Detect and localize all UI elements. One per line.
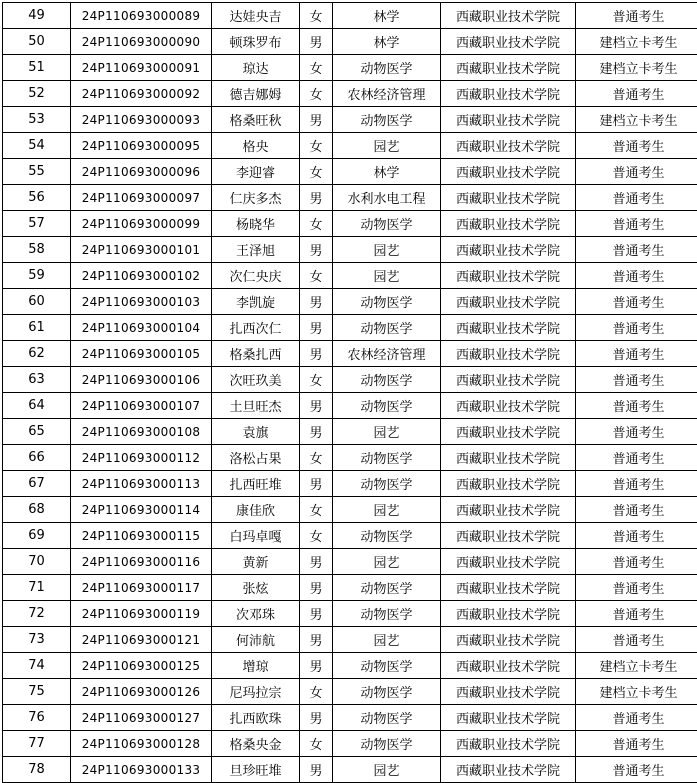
gender-cell: 男 [300, 289, 333, 315]
gender-cell: 男 [300, 315, 333, 341]
school-cell: 西藏职业技术学院 [441, 679, 576, 705]
major-cell: 林学 [333, 3, 441, 29]
row-number-cell: 66 [3, 445, 71, 471]
table-row [3, 471, 697, 497]
candidate-type-cell: 普通考生 [576, 341, 697, 367]
row-number-cell: 67 [3, 471, 71, 497]
major-cell: 动物医学 [333, 367, 441, 393]
school-cell: 西藏职业技术学院 [441, 133, 576, 159]
table-row [3, 627, 697, 653]
student-name-cell: 李迎睿 [212, 159, 300, 185]
major-cell: 动物医学 [333, 653, 441, 679]
row-number-cell: 55 [3, 159, 71, 185]
table-row [3, 393, 697, 419]
school-cell: 西藏职业技术学院 [441, 757, 576, 783]
school-cell: 西藏职业技术学院 [441, 263, 576, 289]
table-row [3, 445, 697, 471]
candidate-type-cell: 建档立卡考生 [576, 29, 697, 55]
gender-cell: 男 [300, 471, 333, 497]
exam-id-cell: 24P110693000092 [71, 81, 212, 107]
major-cell: 动物医学 [333, 705, 441, 731]
exam-id-cell: 24P110693000107 [71, 393, 212, 419]
major-cell: 动物医学 [333, 575, 441, 601]
school-cell: 西藏职业技术学院 [441, 289, 576, 315]
school-cell: 西藏职业技术学院 [441, 419, 576, 445]
table-row [3, 263, 697, 289]
student-name-cell: 德吉娜姆 [212, 81, 300, 107]
major-cell: 动物医学 [333, 445, 441, 471]
candidate-type-cell: 普通考生 [576, 133, 697, 159]
row-number-cell: 78 [3, 757, 71, 783]
student-name-cell: 张炫 [212, 575, 300, 601]
candidate-type-cell: 建档立卡考生 [576, 107, 697, 133]
candidate-type-cell: 建档立卡考生 [576, 679, 697, 705]
exam-id-cell: 24P110693000101 [71, 237, 212, 263]
gender-cell: 男 [300, 601, 333, 627]
table-row [3, 3, 697, 29]
student-name-cell: 杨晓华 [212, 211, 300, 237]
row-number-cell: 50 [3, 29, 71, 55]
table-row [3, 81, 697, 107]
table-row [3, 731, 697, 757]
exam-id-cell: 24P110693000126 [71, 679, 212, 705]
school-cell: 西藏职业技术学院 [441, 523, 576, 549]
school-cell: 西藏职业技术学院 [441, 471, 576, 497]
student-name-cell: 达娃央吉 [212, 3, 300, 29]
candidate-type-cell: 普通考生 [576, 575, 697, 601]
table-row [3, 575, 697, 601]
row-number-cell: 53 [3, 107, 71, 133]
exam-id-cell: 24P110693000089 [71, 3, 212, 29]
row-number-cell: 69 [3, 523, 71, 549]
major-cell: 水利水电工程 [333, 185, 441, 211]
table-row [3, 757, 697, 783]
student-name-cell: 顿珠罗布 [212, 29, 300, 55]
major-cell: 林学 [333, 159, 441, 185]
gender-cell: 男 [300, 705, 333, 731]
candidate-type-cell: 普通考生 [576, 523, 697, 549]
school-cell: 西藏职业技术学院 [441, 211, 576, 237]
gender-cell: 男 [300, 419, 333, 445]
candidate-type-cell: 建档立卡考生 [576, 653, 697, 679]
row-number-cell: 73 [3, 627, 71, 653]
table-row [3, 341, 697, 367]
row-number-cell: 68 [3, 497, 71, 523]
student-name-cell: 扎西次仁 [212, 315, 300, 341]
major-cell: 园艺 [333, 237, 441, 263]
row-number-cell: 57 [3, 211, 71, 237]
school-cell: 西藏职业技术学院 [441, 3, 576, 29]
exam-id-cell: 24P110693000090 [71, 29, 212, 55]
student-name-cell: 扎西欧珠 [212, 705, 300, 731]
candidate-type-cell: 普通考生 [576, 159, 697, 185]
candidate-type-cell: 普通考生 [576, 81, 697, 107]
school-cell: 西藏职业技术学院 [441, 367, 576, 393]
school-cell: 西藏职业技术学院 [441, 185, 576, 211]
row-number-cell: 58 [3, 237, 71, 263]
row-number-cell: 62 [3, 341, 71, 367]
major-cell: 动物医学 [333, 523, 441, 549]
major-cell: 动物医学 [333, 289, 441, 315]
row-number-cell: 65 [3, 419, 71, 445]
candidate-type-cell: 普通考生 [576, 757, 697, 783]
table-row [3, 159, 697, 185]
major-cell: 园艺 [333, 549, 441, 575]
gender-cell: 男 [300, 757, 333, 783]
exam-id-cell: 24P110693000103 [71, 289, 212, 315]
school-cell: 西藏职业技术学院 [441, 627, 576, 653]
candidate-type-cell: 普通考生 [576, 419, 697, 445]
gender-cell: 男 [300, 653, 333, 679]
candidate-type-cell: 普通考生 [576, 393, 697, 419]
table-row [3, 29, 697, 55]
table-row [3, 601, 697, 627]
gender-cell: 男 [300, 627, 333, 653]
table-row [3, 237, 697, 263]
major-cell: 园艺 [333, 419, 441, 445]
school-cell: 西藏职业技术学院 [441, 29, 576, 55]
exam-id-cell: 24P110693000095 [71, 133, 212, 159]
exam-id-cell: 24P110693000113 [71, 471, 212, 497]
school-cell: 西藏职业技术学院 [441, 81, 576, 107]
school-cell: 西藏职业技术学院 [441, 55, 576, 81]
table-row [3, 705, 697, 731]
student-name-cell: 格央 [212, 133, 300, 159]
table-row [3, 679, 697, 705]
exam-id-cell: 24P110693000093 [71, 107, 212, 133]
candidate-type-cell: 普通考生 [576, 627, 697, 653]
student-name-cell: 次仁央庆 [212, 263, 300, 289]
row-number-cell: 52 [3, 81, 71, 107]
exam-id-cell: 24P110693000121 [71, 627, 212, 653]
major-cell: 园艺 [333, 757, 441, 783]
candidate-type-cell: 普通考生 [576, 731, 697, 757]
gender-cell: 男 [300, 575, 333, 601]
school-cell: 西藏职业技术学院 [441, 549, 576, 575]
student-name-cell: 康佳欣 [212, 497, 300, 523]
student-name-cell: 何沛航 [212, 627, 300, 653]
row-number-cell: 61 [3, 315, 71, 341]
student-name-cell: 次邓珠 [212, 601, 300, 627]
gender-cell: 女 [300, 497, 333, 523]
exam-id-cell: 24P110693000125 [71, 653, 212, 679]
row-number-cell: 76 [3, 705, 71, 731]
student-name-cell: 王泽旭 [212, 237, 300, 263]
school-cell: 西藏职业技术学院 [441, 107, 576, 133]
gender-cell: 女 [300, 55, 333, 81]
student-name-cell: 次旺玖美 [212, 367, 300, 393]
school-cell: 西藏职业技术学院 [441, 393, 576, 419]
admission-table [2, 2, 697, 783]
major-cell: 园艺 [333, 497, 441, 523]
school-cell: 西藏职业技术学院 [441, 601, 576, 627]
student-name-cell: 洛松占果 [212, 445, 300, 471]
row-number-cell: 49 [3, 3, 71, 29]
major-cell: 农林经济管理 [333, 81, 441, 107]
candidate-type-cell: 普通考生 [576, 3, 697, 29]
major-cell: 园艺 [333, 133, 441, 159]
major-cell: 动物医学 [333, 107, 441, 133]
exam-id-cell: 24P110693000097 [71, 185, 212, 211]
student-name-cell: 尼玛拉宗 [212, 679, 300, 705]
candidate-type-cell: 普通考生 [576, 601, 697, 627]
student-name-cell: 格桑扎西 [212, 341, 300, 367]
row-number-cell: 74 [3, 653, 71, 679]
exam-id-cell: 24P110693000104 [71, 315, 212, 341]
major-cell: 动物医学 [333, 601, 441, 627]
exam-id-cell: 24P110693000105 [71, 341, 212, 367]
row-number-cell: 63 [3, 367, 71, 393]
candidate-type-cell: 普通考生 [576, 185, 697, 211]
major-cell: 园艺 [333, 627, 441, 653]
major-cell: 动物医学 [333, 731, 441, 757]
row-number-cell: 77 [3, 731, 71, 757]
school-cell: 西藏职业技术学院 [441, 653, 576, 679]
gender-cell: 女 [300, 133, 333, 159]
row-number-cell: 72 [3, 601, 71, 627]
student-name-cell: 扎西旺堆 [212, 471, 300, 497]
table-row [3, 523, 697, 549]
exam-id-cell: 24P110693000108 [71, 419, 212, 445]
school-cell: 西藏职业技术学院 [441, 237, 576, 263]
gender-cell: 男 [300, 107, 333, 133]
major-cell: 园艺 [333, 263, 441, 289]
candidate-type-cell: 普通考生 [576, 497, 697, 523]
candidate-type-cell: 普通考生 [576, 263, 697, 289]
table-row [3, 211, 697, 237]
gender-cell: 男 [300, 29, 333, 55]
candidate-type-cell: 普通考生 [576, 549, 697, 575]
exam-id-cell: 24P110693000127 [71, 705, 212, 731]
exam-id-cell: 24P110693000119 [71, 601, 212, 627]
major-cell: 动物医学 [333, 55, 441, 81]
exam-id-cell: 24P110693000116 [71, 549, 212, 575]
student-name-cell: 袁旗 [212, 419, 300, 445]
candidate-type-cell: 普通考生 [576, 289, 697, 315]
major-cell: 动物医学 [333, 315, 441, 341]
row-number-cell: 71 [3, 575, 71, 601]
major-cell: 动物医学 [333, 679, 441, 705]
row-number-cell: 56 [3, 185, 71, 211]
gender-cell: 女 [300, 367, 333, 393]
major-cell: 动物医学 [333, 393, 441, 419]
gender-cell: 女 [300, 211, 333, 237]
exam-id-cell: 24P110693000112 [71, 445, 212, 471]
candidate-type-cell: 普通考生 [576, 367, 697, 393]
student-name-cell: 仁庆多杰 [212, 185, 300, 211]
row-number-cell: 59 [3, 263, 71, 289]
table-row [3, 107, 697, 133]
table-row [3, 55, 697, 81]
gender-cell: 女 [300, 263, 333, 289]
row-number-cell: 60 [3, 289, 71, 315]
exam-id-cell: 24P110693000115 [71, 523, 212, 549]
school-cell: 西藏职业技术学院 [441, 731, 576, 757]
gender-cell: 男 [300, 393, 333, 419]
gender-cell: 男 [300, 185, 333, 211]
major-cell: 林学 [333, 29, 441, 55]
gender-cell: 女 [300, 445, 333, 471]
exam-id-cell: 24P110693000106 [71, 367, 212, 393]
gender-cell: 女 [300, 3, 333, 29]
gender-cell: 女 [300, 679, 333, 705]
exam-id-cell: 24P110693000091 [71, 55, 212, 81]
student-name-cell: 格桑央金 [212, 731, 300, 757]
gender-cell: 女 [300, 731, 333, 757]
row-number-cell: 64 [3, 393, 71, 419]
row-number-cell: 70 [3, 549, 71, 575]
exam-id-cell: 24P110693000102 [71, 263, 212, 289]
exam-id-cell: 24P110693000128 [71, 731, 212, 757]
candidate-type-cell: 普通考生 [576, 211, 697, 237]
table-row [3, 367, 697, 393]
student-name-cell: 白玛卓嘎 [212, 523, 300, 549]
candidate-type-cell: 普通考生 [576, 471, 697, 497]
student-name-cell: 琼达 [212, 55, 300, 81]
exam-id-cell: 24P110693000114 [71, 497, 212, 523]
student-name-cell: 格桑旺秋 [212, 107, 300, 133]
candidate-type-cell: 普通考生 [576, 237, 697, 263]
gender-cell: 男 [300, 341, 333, 367]
table-row [3, 289, 697, 315]
school-cell: 西藏职业技术学院 [441, 705, 576, 731]
exam-id-cell: 24P110693000117 [71, 575, 212, 601]
student-name-cell: 黄新 [212, 549, 300, 575]
table-row [3, 653, 697, 679]
gender-cell: 男 [300, 237, 333, 263]
major-cell: 动物医学 [333, 211, 441, 237]
gender-cell: 女 [300, 523, 333, 549]
candidate-type-cell: 普通考生 [576, 705, 697, 731]
gender-cell: 女 [300, 81, 333, 107]
candidate-type-cell: 普通考生 [576, 315, 697, 341]
school-cell: 西藏职业技术学院 [441, 497, 576, 523]
student-name-cell: 土旦旺杰 [212, 393, 300, 419]
school-cell: 西藏职业技术学院 [441, 341, 576, 367]
major-cell: 动物医学 [333, 471, 441, 497]
table-row [3, 315, 697, 341]
table-row [3, 497, 697, 523]
table-row [3, 549, 697, 575]
row-number-cell: 51 [3, 55, 71, 81]
student-name-cell: 李凯旋 [212, 289, 300, 315]
table-body [3, 3, 697, 783]
exam-id-cell: 24P110693000133 [71, 757, 212, 783]
school-cell: 西藏职业技术学院 [441, 315, 576, 341]
school-cell: 西藏职业技术学院 [441, 445, 576, 471]
table-row [3, 185, 697, 211]
student-name-cell: 增琼 [212, 653, 300, 679]
major-cell: 农林经济管理 [333, 341, 441, 367]
candidate-type-cell: 普通考生 [576, 445, 697, 471]
gender-cell: 女 [300, 159, 333, 185]
exam-id-cell: 24P110693000096 [71, 159, 212, 185]
candidate-type-cell: 建档立卡考生 [576, 55, 697, 81]
row-number-cell: 75 [3, 679, 71, 705]
table-row [3, 133, 697, 159]
exam-id-cell: 24P110693000099 [71, 211, 212, 237]
row-number-cell: 54 [3, 133, 71, 159]
school-cell: 西藏职业技术学院 [441, 159, 576, 185]
table-row [3, 419, 697, 445]
student-name-cell: 旦珍旺堆 [212, 757, 300, 783]
school-cell: 西藏职业技术学院 [441, 575, 576, 601]
gender-cell: 男 [300, 549, 333, 575]
